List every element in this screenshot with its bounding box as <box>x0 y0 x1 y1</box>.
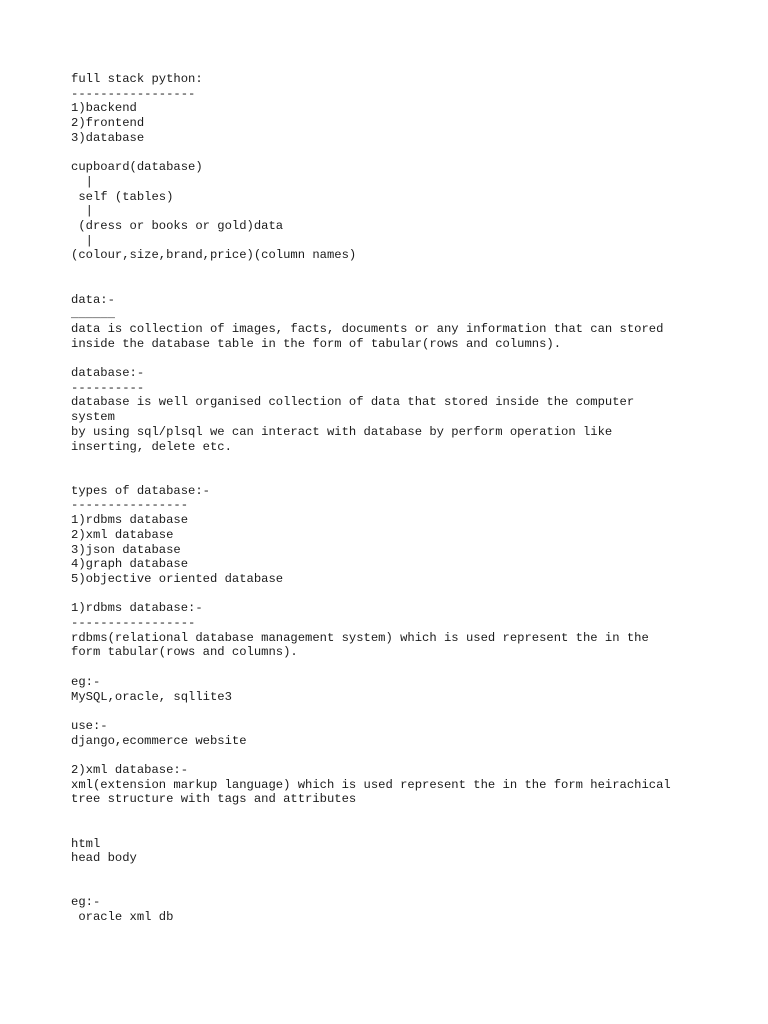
document-text: full stack python: ----------------- 1)backend 2)frontend 3)database cupboard(database) | self (tables) | (dress or books or gold)data | (colour,size,brand,price)(column names) data:- ______ data is collection of images, facts, documents or any information that can stored inside the database table in the form of tabular(rows and columns). database:- ---------- database is well organised collection of data that stored inside the computer system by using sql/plsql we can interact with database by perform operation like inserting, delete etc. types of database:- ---------------- 1)rdbms database 2)xml database 3)json database 4)graph database 5)objective oriented database 1)rdbms database:- ----------------- rdbms(relational database management system) which is used represent the in the form tabular(rows and columns). eg:- MySQL,oracle, sqllite3 use:- django,ecommerce website 2)xml database:- xml(extension markup language) which is used represent the in the form heirachical tree structure with tags and attributes html head body eg:- oracle xml db <box>71 72 671 925</box>
